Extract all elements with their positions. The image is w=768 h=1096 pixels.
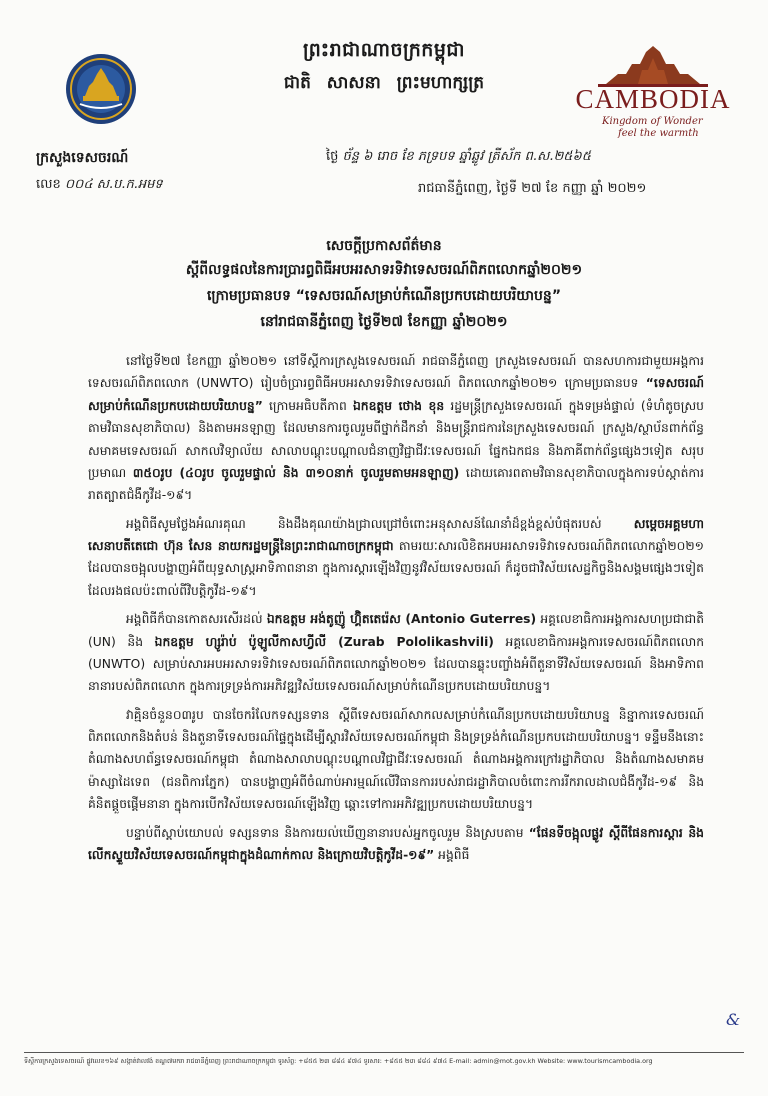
solar-date bbox=[418, 180, 758, 199]
paragraph-2 bbox=[88, 513, 704, 603]
p2-text-a: អង្គពិធីសូមថ្លែងអំណរគុណ និងដឹងគុណយ៉ាងជ្រាលជ្រៅចំពោះអនុសាសន៍ណែនាំដ៏ខ្ពង់ខ្ពស់បំផុតរបស់ bbox=[126, 516, 634, 531]
solar-date-year-label: ឆ្នាំ bbox=[591, 181, 604, 196]
document-title: សេចក្តីប្រកាសព័ត៌មាន bbox=[326, 238, 442, 254]
motto-nation: ជាតិ bbox=[283, 73, 311, 93]
motto-religion: សាសនា bbox=[326, 73, 381, 93]
p5-text-b: អង្គពិធី bbox=[434, 847, 470, 862]
document-body bbox=[88, 350, 704, 872]
handwritten-initial: & bbox=[726, 1010, 741, 1029]
reference-label: លេខ bbox=[36, 177, 61, 192]
reference-number bbox=[36, 176, 163, 195]
ministry-name: ក្រសួងទេសចរណ៍ bbox=[36, 150, 129, 166]
solar-date-year: ២០២១ bbox=[607, 181, 647, 196]
lunar-date-value: ច័ន្ទ ៦ រោច ខែ ភទ្របទ ឆ្នាំឆ្លូវ ត្រីស័ក ព.ស.២៥៦៥ bbox=[342, 149, 591, 164]
reference-value: ០០៤ ស.ប.ក.អមទ bbox=[64, 177, 163, 192]
lunar-date bbox=[326, 148, 756, 167]
brand-tagline: Kingdom of Wonder bbox=[602, 116, 703, 127]
paragraph-1 bbox=[88, 350, 704, 507]
p3-text-a: អង្គពិធីក៏បានកោតសរសើរដល់ bbox=[126, 612, 267, 627]
solar-date-day: ២៧ bbox=[521, 181, 542, 196]
p2-prime-minister: សម្តេចអគ្គមហាសេនាបតីតេជោ ហ៊ុន សែន នាយករដ្ឋមន្ត្រីនៃព្រះរាជាណាចក្រកម្ពុជា bbox=[88, 516, 704, 553]
solar-date-month-label: ខែ bbox=[545, 181, 559, 196]
lunar-date-label: ថ្ងៃ bbox=[326, 149, 339, 164]
footer-contact: ទីស្តីការក្រសួងទេសចរណ៍ ផ្លូវលេខ១៦៩ សង្កាត់វាលវង់ ខណ្ឌ៧មករា រាជធានីភ្នំពេញ ព្រះរាជាណាចក្រកម្ពុជា ទូរស័ព្ទ: +៨៥៥ ២៣ ៨៨៤ ៩៧៤ ទូរសារ: +៨៥៥ ២៣ ៨៨៤ ៩៧៤ E-mail: admin@mot.gov.kh Website: www.tourismcambodia.org bbox=[24, 1057, 653, 1065]
document-theme: ក្រោមប្រធានបទ “ទេសចរណ៍សម្រាប់កំណើនប្រកបដោយបរិយាបន្ន” bbox=[206, 288, 562, 304]
p3-unwto-secretary-general: ឯកឧត្តម ហ្សូរ៉ាប់ ប៉ូឡូលីកាសហ្វីលី (Zurab Pololikashvili) bbox=[154, 634, 494, 649]
p3-text-c: អគ្គលេខាធិការអង្គការទេសចរណ៍ពិភពលោក (UNWTO) សម្រាប់សារអបអរសាទរទិវាទេសចរណ៍ពិភពលោកឆ្នាំ២០២១ ដែលបានឆ្លុះបញ្ចាំងអំពីតួនាទីវិស័យទេសចរណ៍ និងអាទិភាពនានារបស់ពិភពលោក ក្នុងការទ្រទ្រង់ការអភិវឌ្ឍវិស័យទេសចរណ៍សម្រាប់កំណើនប្រកបដោយបរិយាបន្ន។ bbox=[88, 634, 704, 694]
ministry-of-tourism-seal-icon bbox=[64, 52, 138, 126]
angkor-wat-temple-icon bbox=[568, 44, 738, 88]
p5-roadmap: “ផែនទីចង្អុលផ្លូវ ស្តីពីផែនការស្តារ និងលើកស្ទួយវិស័យទេសចរណ៍កម្ពុជាក្នុងដំណាក់កាល និងក្រោយវិបត្តិកូវីដ-១៩” bbox=[88, 825, 704, 862]
p1-text-a: នៅថ្ងៃទី២៧ ខែកញ្ញា ឆ្នាំ២០២១ នៅទីស្តីការក្រសួងទេសចរណ៍ រាជធានីភ្នំពេញ ក្រសួងទេសចរណ៍ បានសហការជាមួយអង្គការទេសចរណ៍ពិភពលោក (UNWTO) រៀបចំប្រារព្ធពិធីអបអរសាទរទិវាទេសចរណ៍ ពិភពលោកឆ្នាំ២០២១ ក្រោមប្រធានបទ bbox=[88, 354, 704, 391]
paragraph-4: វាគ្មិនចំនួន០៣រូប បានចែករំលែកទស្សនទាន ស្តីពីទេសចរណ៍សាកលសម្រាប់កំណើនប្រកបដោយបរិយាបន្ន និន្នាការទេសចរណ៍ពិភពលោកនិងតំបន់ និងតួនាទីទេសចរណ៍ផ្ទៃក្នុងដើម្បីស្តារវិស័យទេសចរណ៍កម្ពុជា និងទ្រទ្រង់កំណើនប្រកបដោយបរិយាបន្ន។ ទន្ទឹមនឹងនោះ តំណាងសហព័ន្ធទេសចរណ៍កម្ពុជា តំណាងសាលាបណ្តុះបណ្តាលវិជ្ជាជីវៈទេសចរណ៍ តំណាងអង្គការក្រៅរដ្ឋាភិបាល និងតំណាងសមាគមម៉ាស្សាដៃទេព (ជនពិការភ្នែក) បានបង្ហាញអំពីចំណាប់អារម្មណ៍លើវិធានការរបស់រាជរដ្ឋាភិបាលចំពោះការរីករាលដាលជំងឺកូវីដ-១៩ និងគំនិតផ្តួចផ្តើមនានា ក្នុងការបើកវិស័យទេសចរណ៍ឡើងវិញ ឆ្ពោះទៅការអភិវឌ្ឍប្រកបដោយបរិយាបន្ន។ bbox=[88, 707, 704, 812]
document-subject: ស្តីពីលទ្ធផលនៃការប្រារព្ធពិធីអបអរសាទរទិវាទេសចរណ៍ពិភពលោកឆ្នាំ២០២១ bbox=[185, 262, 583, 278]
p3-text-b: អគ្គលេខាធិការអង្គការសហប្រជាជាតិ (UN) និង bbox=[88, 612, 705, 649]
brand-slogan: feel the warmth bbox=[618, 128, 699, 139]
p2-text-b: តាមរយៈសារលិខិតអបអរសាទរទិវាទេសចរណ៍ពិភពលោកឆ្នាំ២០២១ ដែលបានចង្អុលបង្ហាញអំពីយុទ្ធសាស្ត្រអាទិភាពនានា ក្នុងការស្តារឡើងវិញនូវវិស័យទេសចរណ៍ ក៏ដូចជាវិស័យសេដ្ឋកិច្ចនិងសង្គមផ្សេងៗទៀតដែលរងផលប៉ះពាល់ពីវិបត្តិកូវីដ-១៩។ bbox=[88, 539, 704, 598]
p1-text-b: ក្រោមអធិបតីភាព bbox=[262, 398, 353, 413]
p1-excellency: ឯកឧត្តម ថោង ខុន bbox=[353, 398, 445, 413]
solar-date-prefix: រាជធានីភ្នំពេញ, ថ្ងៃទី bbox=[418, 181, 518, 196]
cambodia-brand-logo bbox=[568, 44, 738, 144]
solar-date-month: កញ្ញា bbox=[562, 181, 587, 196]
brand-wordmark: CAMBODIA bbox=[575, 84, 731, 114]
p3-un-secretary-general: ឯកឧត្តម អង់តូញ៉ូ ហ្គ៊ិតតេរ៉េស (Antonio Guterres) bbox=[266, 612, 537, 627]
p1-theme: “ទេសចរណ៍សម្រាប់កំណើនប្រកបដោយបរិយាបន្ន” bbox=[88, 376, 704, 413]
p1-text-d: ដោយគោរពតាមវិធានសុខាភិបាលក្នុងការទប់ស្កាត់ការរាតត្បាតជំងឺកូវីដ-១៩។ bbox=[88, 465, 704, 503]
paragraph-5 bbox=[88, 822, 704, 867]
motto-king: ព្រះមហាក្សត្រ bbox=[396, 73, 485, 93]
p5-text-a: បន្ទាប់ពីស្តាប់យោបល់ ទស្សនទាន និងការយល់ឃើញនានារបស់អ្នកចូលរួម និងស្របតាម bbox=[126, 825, 529, 840]
p1-text-c: រដ្ឋមន្ត្រីក្រសួងទេសចរណ៍ ក្នុងទម្រង់ផ្ទាល់ (ទំហំតូចស្របតាមវិធានសុខាភិបាល) និងតាមអនឡាញ ដែលមានការចូលរួមពីថ្នាក់ដឹកនាំ និងមន្ត្រីរាជការនៃក្រសួងទេសចរណ៍ ក្រសួង/ស្ថាប័នពាក់ព័ន្ធ សមាគមទេសចរណ៍ សាកលវិទ្យាល័យ សាលាបណ្តុះបណ្តាលជំនាញវិជ្ជាជីវៈទេសចរណ៍ ផ្នែកឯកជន និងភាគីពាក់ព័ន្ធផ្សេងៗទៀត សរុបប្រមាណ bbox=[88, 398, 704, 480]
p1-attendance: ៣៥០រូប (៤០រូប ចូលរួមផ្ទាល់ និង ៣១០នាក់ ចូលរួមតាមអនឡាញ) bbox=[132, 465, 460, 480]
footer-divider bbox=[24, 1052, 744, 1053]
paragraph-3 bbox=[88, 608, 704, 698]
kingdom-title: ព្រះរាជាណាចក្រកម្ពុជា bbox=[303, 39, 465, 61]
document-location-date: នៅរាជធានីភ្នំពេញ ថ្ងៃទី២៧ ខែកញ្ញា ឆ្នាំ២០២១ bbox=[260, 314, 508, 330]
